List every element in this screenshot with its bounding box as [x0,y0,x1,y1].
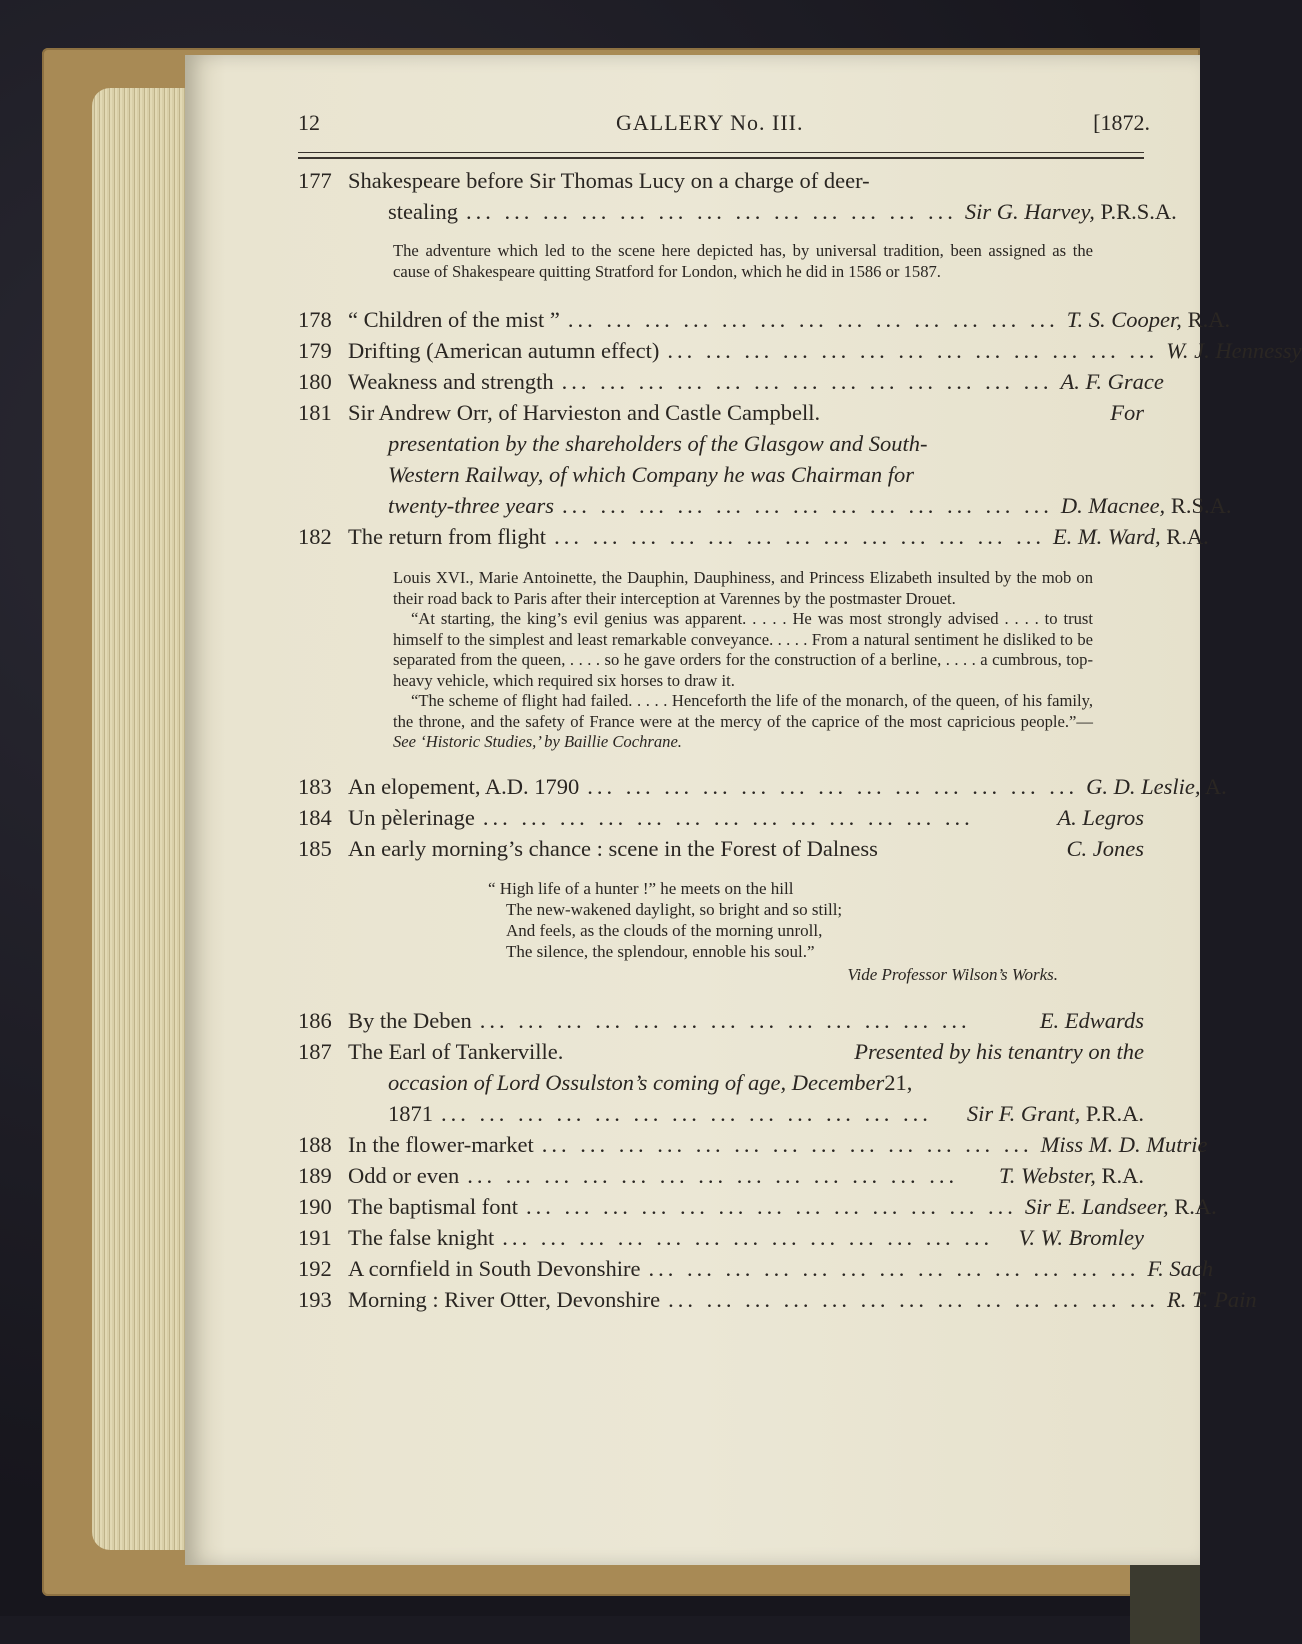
entry-title: The false knight [348,1224,495,1250]
entry-title: The return from flight [348,524,547,549]
entry-artist: F. Sach [1147,1255,1214,1281]
entry-title: Drifting (American autumn effect) [348,338,660,363]
entry-artist: Sir G. Harvey, P.R.S.A. [964,199,1177,224]
entry-title: The baptismal font [348,1193,518,1219]
verse-quote [488,878,1058,985]
entry-artist: T. S. Cooper, R.A. [1066,307,1231,332]
entry-title: Morning : River Otter, Devonshire [348,1286,661,1312]
leader-dots: ... ... ... ... ... ... ... ... ... ... ... ... ... [587,773,1079,799]
verse-line: The silence, the splendour, ennoble his soul.” [506,941,815,961]
entry-artist: A. F. Grace [1060,369,1164,394]
entry-number: 179 [298,338,332,363]
list-item: 187 The Earl of Tankerville. Presented by his tenantry on the occasion of Lord Ossulston’s coming of age, December 21, 1871 ... ... ... ... ... ... ... ... ... ... ... ... ... Sir F. Grant, P.R.A. [298,1036,1144,1129]
entry-number: 183 [298,773,332,799]
list-item [298,771,1227,802]
entry-artist: Sir F. Grant, P.R.A. [966,1100,1144,1126]
entry-note [393,241,1093,282]
entry-number: 181 [298,400,332,425]
entry-artist: D. Macnee, R.S.A. [1060,493,1232,518]
leader-dots: ... ... ... ... ... ... ... ... ... ... ... ... ... [541,1131,1033,1157]
verse-line: And feels, as the clouds of the morning unroll, [506,920,823,940]
entry-artist: W. J. Hennessy [1166,338,1302,363]
list-item [298,1253,1214,1284]
list-item [298,833,1144,864]
entry-dedication-cont: twenty-three years [388,493,554,518]
leader-dots: ... ... ... ... ... ... ... ... ... ... ... ... ... [502,1224,994,1250]
verse-attribution: Vide Professor Wilson’s Works. [847,964,1058,984]
entry-artist: C. Jones [1066,835,1144,861]
entry-artist: Miss M. D. Mutrie [1040,1131,1208,1157]
list-item [298,1191,1217,1222]
list-item [298,165,1177,227]
leader-dots: ... ... ... ... ... ... ... ... ... ... ... ... ... [567,307,1059,332]
entry-number: 185 [298,835,332,861]
leader-dots: ... ... ... ... ... ... ... ... ... ... ... ... ... [441,1100,932,1126]
entry-number: 190 [298,1193,332,1219]
entry-artist: V. W. Bromley [1018,1224,1144,1250]
entry-number: 187 [298,1038,332,1064]
entry-number: 189 [298,1162,332,1188]
entry-title: An early morning’s chance : scene in the Forest of Dalness [348,835,878,861]
entry-artist: E. M. Ward, R.A. [1052,524,1209,549]
entry-title: “ Children of the mist ” [348,307,560,332]
entry-dedication-cont: Western Railway, of which Company he was Chairman for [388,462,915,487]
entry-dedication: For [1110,400,1144,425]
entry-number: 177 [298,168,332,193]
catalogue-list [298,165,1302,1315]
entry-title: An elopement, A.D. 1790 [348,773,580,799]
page-title: GALLERY No. III. [616,110,804,135]
running-header [298,110,1150,146]
entry-number: 184 [298,804,332,830]
leader-dots: ... ... ... ... ... ... ... ... ... ... ... ... ... [479,1007,971,1033]
list-item [298,1160,1144,1191]
entry-number: 186 [298,1007,332,1033]
entry-dedication: Presented by his tenantry on the [854,1038,1144,1064]
entry-number: 182 [298,524,332,549]
entry-date: 1871 [388,1100,433,1126]
verse-line: The new-wakened daylight, so bright and so still; [506,899,843,919]
leader-dots: ... ... ... ... ... ... ... ... ... ... ... ... ... [668,1286,1160,1312]
page-number: 12 [298,110,320,135]
entry-dedication-cont: presentation by the shareholders of the Glasgow and South- [388,431,928,456]
note-paragraph: “At starting, the king’s evil genius was apparent. . . . . He was most strongly advised . . . . to trust himself to the simplest and least remarkable conveyance. . . . . From a natural sentiment he disliked to be separated from the queen, . . . . so he gave orders for the construction of a berline, . . . . a cumbrous, top-heavy vehicle, which required six horses to draw it. [393,609,1093,690]
entry-dedication-cont: occasion of Lord Ossulston’s coming of age, December [388,1069,885,1095]
entry-number: 192 [298,1255,332,1281]
note-paragraph: “The scheme of flight had failed. . . . . Henceforth the life of the monarch, of the queen, of his family, the throne, and the safety of France were at the mercy of the caprice of the most capricious people.”—See ‘Historic Studies,’ by Baillie Cochrane. [393,691,1093,751]
entry-title: Weakness and strength [348,369,554,394]
list-item [298,397,1232,521]
entry-artist: E. Edwards [1039,1007,1144,1033]
entry-title-cont: stealing [388,199,458,224]
entry-title: By the Deben [348,1007,472,1033]
list-item [298,366,1164,397]
entry-title: Sir Andrew Orr, of Harvieston and Castle Campbell. [348,400,821,425]
leader-dots: ... ... ... ... ... ... ... ... ... ... ... ... ... [667,338,1159,363]
entry-artist: T. Webster, R.A. [998,1162,1144,1188]
list-item [298,1284,1257,1315]
entry-number: 188 [298,1131,332,1157]
leader-dots: ... ... ... ... ... ... ... ... ... ... ... ... ... [465,199,957,224]
header-rule-thick [298,157,1144,159]
list-item [298,802,1144,833]
entry-title: Odd or even [348,1162,460,1188]
entry-number: 193 [298,1286,332,1312]
verse-line: “ High life of a hunter !” he meets on the hill [488,878,794,898]
leader-dots: ... ... ... ... ... ... ... ... ... ... ... ... ... [525,1193,1017,1219]
header-rule-thin [298,152,1144,153]
list-item [298,1129,1208,1160]
note-paragraph: The adventure which led to the scene here depicted has, by universal tradition, been assigned as the cause of Shakespeare quitting Stratford for London, which he did in 1586 or 1587. [393,241,1093,281]
leader-dots: ... ... ... ... ... ... ... ... ... ... ... ... ... [554,524,1045,549]
leader-dots: ... ... ... ... ... ... ... ... ... ... ... ... ... [648,1255,1140,1281]
list-item [298,335,1302,366]
list-item [298,521,1209,552]
entry-title: Shakespeare before Sir Thomas Lucy on a charge of deer- [348,168,870,193]
leader-dots: ... ... ... ... ... ... ... ... ... ... ... ... ... [482,804,974,830]
list-item [298,304,1231,335]
entry-number: 180 [298,369,332,394]
entry-title: Un pèlerinage [348,804,475,830]
entry-artist: A. Legros [1057,804,1144,830]
entry-note [393,568,1093,753]
entry-title: A cornfield in South Devonshire [348,1255,641,1281]
leader-dots: ... ... ... ... ... ... ... ... ... ... ... ... ... [561,493,1053,518]
entry-number: 191 [298,1224,332,1250]
entry-title: The Earl of Tankerville. [348,1038,564,1064]
list-item [298,1005,1144,1036]
entry-artist: G. D. Leslie, A. [1086,773,1227,799]
note-paragraph: Louis XVI., Marie Antoinette, the Dauphin, Dauphiness, and Princess Elizabeth insulted by the mob on their road back to Paris after their interception at Varennes by the postmaster Drouet. [393,568,1093,608]
leader-dots: ... ... ... ... ... ... ... ... ... ... ... ... ... [467,1162,959,1188]
entry-artist: R. T. Pain [1167,1286,1257,1312]
leader-dots: ... ... ... ... ... ... ... ... ... ... ... ... ... [561,369,1053,394]
entry-title: In the flower-market [348,1131,534,1157]
page-year: [1872. [1093,110,1150,135]
entry-number: 178 [298,307,332,332]
list-item [298,1222,1144,1253]
entry-artist: Sir E. Landseer, R.A. [1024,1193,1217,1219]
